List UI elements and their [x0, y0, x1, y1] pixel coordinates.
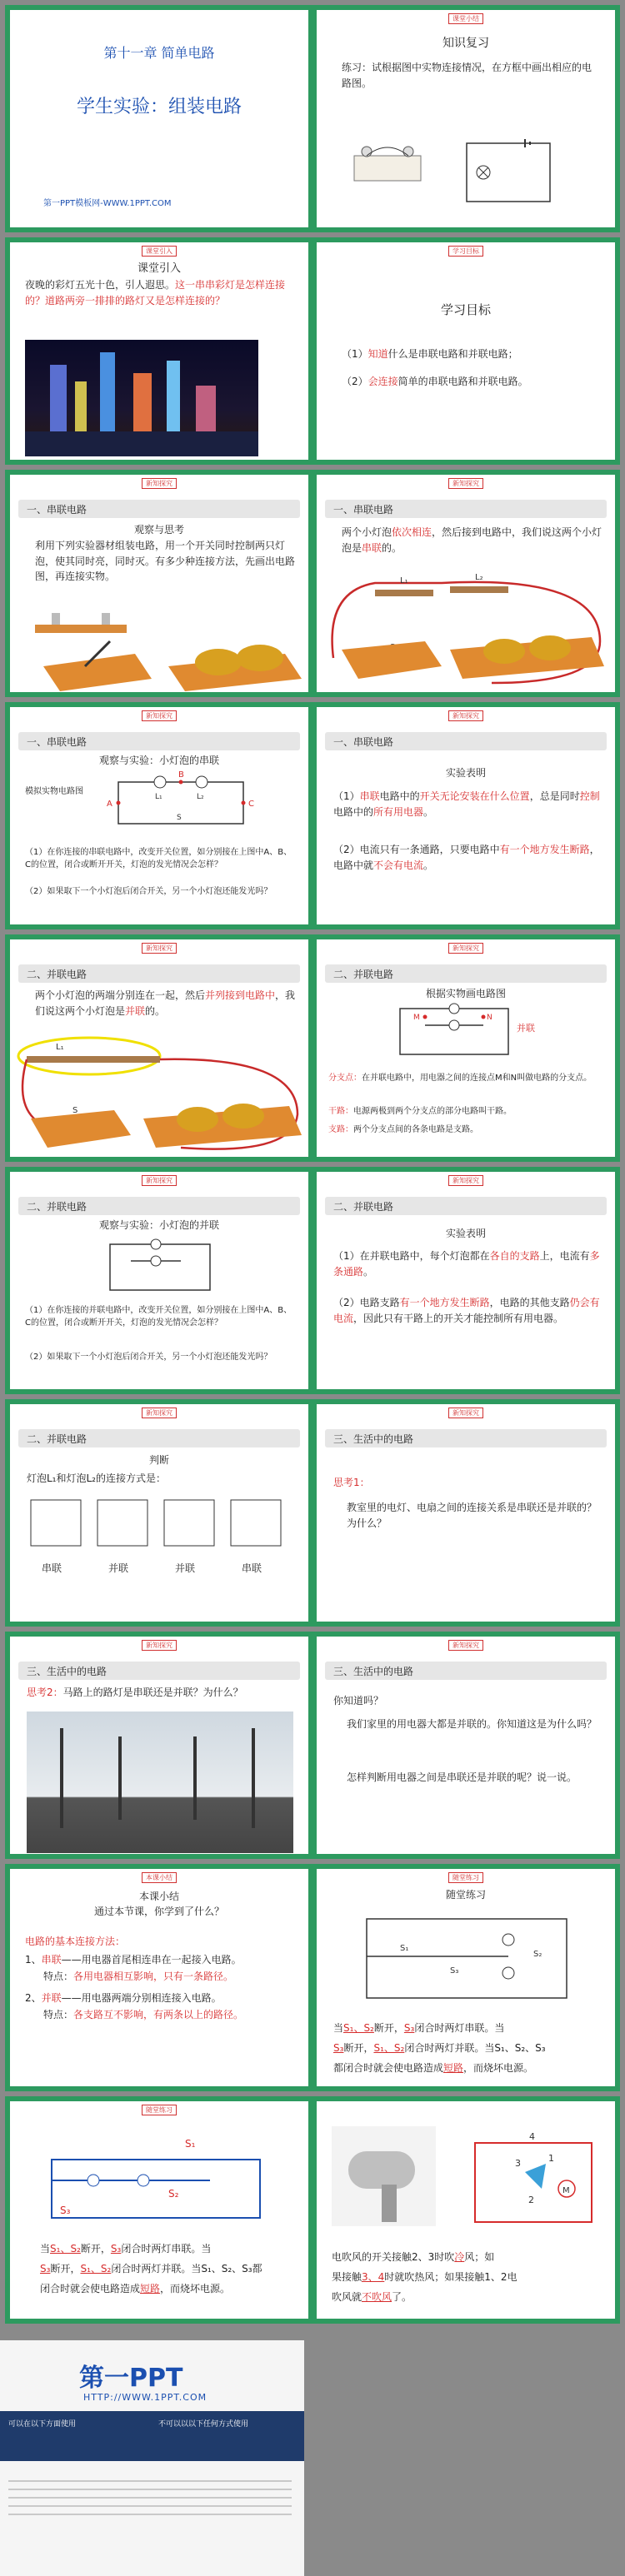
conclusion-2: （2）电流只有一条通路，只要电路中有一个地方发生断路，电路中就不会有电流。 [333, 844, 600, 871]
series-circuit-diagram [102, 770, 268, 840]
summary-item-1: 1、串联——用电器首尾相连串在一起接入电路。 [25, 1954, 242, 1966]
slide-tag: 随堂练习 [448, 1872, 483, 1883]
slide-heading: 课堂引入 [137, 262, 181, 275]
footer-links [8, 2474, 292, 2557]
slide-tag: 新知探究 [142, 1408, 177, 1418]
sub-heading: 判断 [148, 1454, 169, 1466]
label-l1: L₁ [56, 1043, 64, 1052]
dryer-text-3: 吹风就不吹风了。 [332, 2291, 412, 2303]
slide-series-intro[interactable] [5, 470, 313, 697]
footer-url[interactable]: HTTP://WWW.1PPT.COM [83, 2392, 208, 2403]
label-l1: L₁ [400, 576, 408, 585]
section-bar: 二、并联电路 [18, 1429, 300, 1447]
hair-dryer-circuit [442, 2126, 608, 2235]
answer-2: 并联 [108, 1562, 129, 1574]
slide-tag: 新知探究 [448, 478, 483, 489]
practice-answer-1: 当S₁、S₂断开，S₃闭合时两灯串联。当 [333, 2022, 505, 2034]
summary-feature-2: 特点：各支路互不影响，有两条以上的路径。 [43, 2009, 244, 2020]
conclusion-2: （2）电路支路有一个地方发生断路，电路的其他支路仍会有电流，因此只有干路上的开关才能控制所有用电器。 [333, 1297, 600, 1324]
slide-tag: 新知探究 [448, 1640, 483, 1651]
slide-parallel-experiment[interactable] [5, 1167, 313, 1394]
goal-2: （2）会连接简单的串联电路和并联电路。 [342, 376, 528, 387]
practice-circuit [43, 2130, 277, 2230]
prompt-3: 怎样判断用电器之间是串联还是并联的呢？说一说。 [347, 1771, 578, 1783]
section-bar: 三、生活中的电路 [18, 1662, 300, 1680]
slide-goals[interactable] [312, 237, 620, 465]
body-text: 两个小灯泡依次相连，然后接到电路中，我们说这两个小灯泡是串联的。 [342, 526, 602, 554]
dryer-text-2: 果接触3、4时就吹热风；如果接触1、2电 [332, 2271, 518, 2283]
practice-circuit [350, 1911, 583, 2010]
definition-trunk: 干路：电源两极到两个分支点的部分电路叫干路。 [328, 1107, 512, 1116]
parallel-illustration [14, 1023, 306, 1156]
footer-info-bar [0, 2411, 304, 2461]
sub-heading: 观察与思考 [133, 524, 184, 536]
slide-tag: 学习目标 [448, 246, 483, 257]
question-label: 思考1： [333, 1477, 370, 1488]
slide-series-conclusion[interactable] [312, 702, 620, 929]
label-s3: S₃ [60, 2205, 71, 2216]
contact-1: 1 [548, 2153, 554, 2164]
section-bar: 二、并联电路 [18, 1197, 300, 1215]
slide-heading: 知识复习 [442, 37, 489, 50]
slide-tag: 本课小结 [142, 1872, 177, 1883]
slide-parallel-def[interactable] [5, 934, 313, 1162]
lesson-title: 学生实验：组装电路 [76, 97, 242, 117]
slide-tag: 新知探究 [142, 943, 177, 954]
section-bar: 二、并联电路 [325, 1197, 607, 1215]
practice-answer-3: 闭合时就会使电路造成短路，而烧坏电源。 [40, 2283, 231, 2294]
summary-heading: 电路的基本连接方法： [25, 1936, 126, 1947]
sub-heading: 根据实物画电路图 [425, 988, 506, 999]
label-s2: S₂ [533, 1950, 542, 1959]
definition-branch: 支路：两个分支点间的各条电路是支路。 [328, 1125, 478, 1134]
label-s1: S₁ [185, 2138, 196, 2150]
circuit-illustration [350, 135, 592, 210]
side-label: 模拟实物电路图 [25, 787, 83, 796]
practice-answer-3: 都闭合时就会使电路造成短路，而烧坏电源。 [333, 2062, 534, 2074]
slide-hair-dryer[interactable] [312, 2096, 620, 2324]
slide-tag: 随堂练习 [142, 2105, 177, 2115]
question-1: （1）在你连接的并联电路中，改变开关位置，如分别接在上图中A、B、C的位置，闭合或断开开关，灯泡的发光情况会怎样？ [25, 1306, 292, 1328]
sub-heading: 实验表明 [445, 767, 486, 779]
intro-text: 夜晚的彩灯五光十色，引人遐思。这一串串彩灯是怎样连接的？道路两旁一排排的路灯又是怎样连接的？ [25, 279, 286, 306]
label-l2: L₂ [197, 793, 204, 801]
section-bar: 一、串联电路 [325, 500, 607, 518]
slide-tag: 课堂引入 [142, 246, 177, 257]
answer-3: 并联 [175, 1562, 196, 1574]
prompt-2: 我们家里的用电器大都是并联的。你知道这是为什么吗？ [347, 1718, 598, 1730]
label-s1: S₁ [400, 1944, 409, 1953]
answer-4: 串联 [242, 1562, 262, 1574]
slide-summary[interactable] [5, 1864, 313, 2091]
label-s3: S₃ [450, 1966, 459, 1976]
slide-series-experiment[interactable] [5, 702, 313, 929]
sub-heading: 观察与实验：小灯泡的串联 [98, 755, 219, 766]
chapter-title: 第十一章 简单电路 [103, 45, 215, 61]
slide-tag: 新知探究 [448, 943, 483, 954]
branch-label: 并联 [517, 1023, 535, 1034]
slide-tag: 新知探究 [448, 710, 483, 721]
judge-diagrams [27, 1496, 293, 1554]
practice-answer-2: S₃断开，S₁、S₂闭合时两灯并联。当S₁、S₂、S₃ [333, 2042, 546, 2054]
footer-banner [0, 2340, 625, 2576]
footer-logo: 第一PPT [79, 2364, 183, 2393]
summary-feature-1: 特点：各用电器相互影响，只有一条路径。 [43, 1971, 234, 1982]
slide-parallel-conclusion[interactable] [312, 1167, 620, 1394]
footer-right-title: 不可以以以下任何方式使用 [158, 2420, 249, 2429]
summary-item-2: 2、并联——用电器两端分别相连接入电路。 [25, 1992, 222, 2004]
contact-3: 3 [515, 2158, 521, 2169]
question-2: （2）如果取下一个小灯泡后闭合开关，另一个小灯泡还能发光吗？ [25, 887, 272, 896]
slide-tag: 新知探究 [142, 1640, 177, 1651]
node-n: N [487, 1014, 492, 1022]
section-bar: 一、串联电路 [18, 732, 300, 750]
summary-sub: 通过本节课，你学到了什么？ [93, 1906, 224, 1917]
parallel-circuit-diagram [102, 1240, 227, 1298]
section-bar: 三、生活中的电路 [325, 1429, 607, 1447]
node-m: M [413, 1014, 420, 1022]
label-l2: L₂ [475, 573, 483, 582]
site-label: 第一PPT模板网-WWW.1PPT.COM [43, 199, 172, 208]
slide-practice-1[interactable] [312, 1864, 620, 2091]
slide-think-2[interactable] [5, 1632, 313, 1859]
slide-practice-2[interactable] [5, 2096, 313, 2324]
question-2: （2）如果取下一个小灯泡后闭合开关，另一个小灯泡还能发光吗？ [25, 1353, 272, 1362]
summary-title: 本课小结 [138, 1891, 179, 1902]
question-1: （1）在你连接的串联电路中，改变开关位置，如分别接在上图中A、B、C的位置，闭合或断开开关，灯泡的发光情况会怎样？ [25, 848, 292, 869]
point-c: C [248, 800, 254, 809]
question: 教室里的电灯、电扇之间的连接关系是串联还是并联的？为什么？ [347, 1502, 598, 1529]
dryer-text-1: 电吹风的开关接触2、3时吹冷风；如 [332, 2251, 495, 2263]
conclusion-1: （1）串联电路中的开关无论安装在什么位置，总是同时控制电路中的所有用电器。 [333, 790, 600, 818]
sub-heading: 实验表明 [445, 1228, 486, 1239]
section-bar: 一、串联电路 [18, 500, 300, 518]
body-text: 两个小灯泡的两端分别连在一起，然后并列接到电路中，我们说这两个小灯泡是并联的。 [35, 989, 296, 1017]
point-b: B [178, 770, 184, 780]
slide-home-circuit[interactable] [312, 1632, 620, 1859]
slide-series-def[interactable] [312, 470, 620, 697]
night-city-image [25, 340, 258, 456]
contact-4: 4 [529, 2131, 535, 2142]
slide-review[interactable] [312, 5, 620, 232]
label-l1: L₁ [155, 793, 162, 801]
practice-answer-1: 当S₁、S₂断开，S₃闭合时两灯串联。当 [40, 2243, 212, 2255]
parallel-circuit-diagram [392, 1004, 550, 1063]
slide-tag: 新知探究 [448, 1175, 483, 1186]
definition-node: 分支点：在并联电路中，用电器之间的连接点M和N叫做电路的分支点。 [328, 1074, 592, 1083]
exercise-text: 练习：试根据图中实物连接情况，在方框中画出相应的电路图。 [342, 62, 592, 89]
slide-think-1[interactable] [312, 1399, 620, 1627]
footer-left-title: 可以在以下方面使用 [8, 2420, 77, 2429]
sub-heading: 观察与实验：小灯泡的并联 [98, 1219, 219, 1231]
slide-parallel-terms[interactable] [312, 934, 620, 1162]
contact-2: 2 [528, 2195, 534, 2205]
practice-answer-2: S₃断开，S₁、S₂闭合时两灯并联。当S₁、S₂、S₃都 [40, 2263, 262, 2275]
label-s2: S₂ [168, 2188, 179, 2200]
section-bar: 二、并联电路 [325, 964, 607, 983]
slide-intro[interactable] [5, 237, 313, 465]
equipment-illustration [27, 608, 302, 691]
section-bar: 一、串联电路 [325, 732, 607, 750]
prompt-1: 你知道吗？ [333, 1695, 384, 1707]
label-s: S [177, 814, 182, 822]
hair-dryer-image [332, 2126, 436, 2226]
slide-judge[interactable] [5, 1399, 313, 1627]
slide-tag: 新知探究 [448, 1408, 483, 1418]
body-text: 利用下列实验器材组装电路，用一个开关同时控制两只灯泡，使其同时亮，同时灭。有多少种连接方法，先画出电路图，再连接实物。 [35, 540, 296, 583]
motor-label: M [562, 2186, 570, 2195]
question: 灯泡L₁和灯泡L₂的连接方式是： [27, 1472, 166, 1484]
slide-tag: 课堂小结 [448, 13, 483, 24]
point-a: A [107, 800, 112, 809]
slide-title[interactable] [5, 5, 313, 232]
footer-empty [304, 2340, 625, 2576]
street-lights-image [27, 1712, 293, 1853]
slide-heading: 学习目标 [440, 302, 491, 317]
series-illustration [325, 558, 612, 691]
slide-tag: 新知探究 [142, 478, 177, 489]
section-bar: 三、生活中的电路 [325, 1662, 607, 1680]
goal-1: （1）知道什么是串联电路和并联电路； [342, 348, 518, 360]
label-s: S [72, 1106, 78, 1115]
section-bar: 二、并联电路 [18, 964, 300, 983]
slide-tag: 新知探究 [142, 1175, 177, 1186]
question: 思考2：马路上的路灯是串联还是并联？为什么？ [27, 1687, 243, 1698]
answer-1: 串联 [42, 1562, 62, 1574]
footer-panel [0, 2340, 304, 2576]
conclusion-1: （1）在并联电路中，每个灯泡都在各自的支路上，电流有多条通路。 [333, 1250, 600, 1278]
slide-tag: 新知探究 [142, 710, 177, 721]
practice-title: 随堂练习 [445, 1889, 486, 1901]
